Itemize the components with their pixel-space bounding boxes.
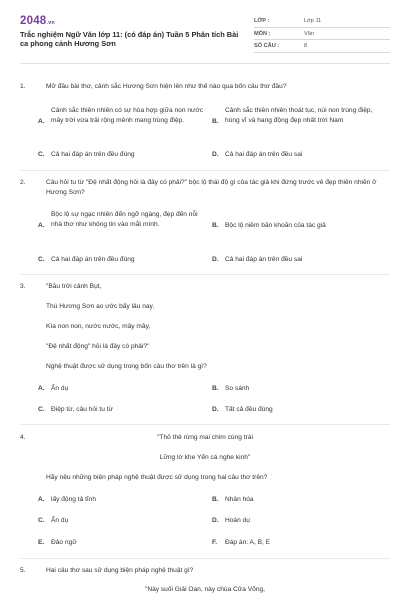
- question-divider: [20, 558, 390, 559]
- meta-row-count: [254, 40, 390, 53]
- option-letter: B.: [212, 222, 219, 229]
- meta-table: [254, 15, 390, 53]
- meta-value: Lớp 11: [304, 18, 322, 24]
- question-number: 5.: [20, 567, 26, 574]
- option-letter: D.: [212, 151, 219, 158]
- question-text: Mở đầu bài thơ, cảnh sắc Hương Sơn hiện lên như thế nào qua bốn câu thơ đầu?: [46, 83, 287, 90]
- quote-line: Kìa non non, nước nước, mây mây,: [46, 323, 151, 330]
- quote-line: "Đệ nhất động" hỏi là đây có phải?": [46, 343, 150, 350]
- option-letter: B.: [212, 118, 219, 125]
- option-text: lấy động tả tĩnh: [51, 496, 97, 503]
- option-letter: C.: [38, 406, 45, 413]
- option-text: Tất cả đều đúng: [225, 406, 273, 413]
- option-letter: D.: [212, 517, 219, 524]
- brand-logo-suffix: .vn: [46, 20, 55, 26]
- option-text: Hoán dụ: [225, 517, 250, 524]
- question-number: 2.: [20, 179, 26, 186]
- quote-line: "Thỏ thẻ rừng mai chim cúng trái: [157, 434, 253, 441]
- brand-logo[interactable]: [20, 13, 55, 30]
- page-header: [20, 13, 390, 55]
- option-letter: D.: [212, 256, 219, 263]
- option-text: So sánh: [225, 385, 250, 392]
- option-text: Bộc lộ niềm băn khoăn của tác giả: [225, 222, 326, 229]
- option-letter: A.: [38, 222, 45, 229]
- question-text: Câu hỏi tu từ "Đệ nhất động hỏi là đây có phải?" bộc lộ thái độ gì của tác giả khi đứng trước vẻ đẹp thiên nhiên ở Hương Sơn?: [46, 179, 377, 196]
- option-letter: C.: [38, 256, 45, 263]
- option-text: Cảnh sắc thiên nhiên thoát tục, núi non trùng điệp, hùng vĩ và hang động đẹp nhất trời Nam: [225, 107, 373, 124]
- option-letter: E.: [38, 539, 45, 546]
- option-letter: A.: [38, 118, 45, 125]
- quote-line: Thú Hương Sơn ao ước bấy lâu nay.: [46, 303, 155, 310]
- meta-row-grade: [254, 15, 390, 28]
- brand-logo-text: 2048: [20, 15, 47, 27]
- quote-line: "Bầu trời cảnh Bụt,: [46, 283, 102, 290]
- option-text: Cả hai đáp án trên đều đúng: [51, 151, 135, 158]
- option-letter: B.: [212, 385, 219, 392]
- option-text: Đảo ngữ: [51, 539, 77, 546]
- option-text: Cả hai đáp án trên đều đúng: [51, 256, 135, 263]
- option-text: Nhân hóa: [225, 496, 254, 503]
- question-divider: [20, 424, 390, 425]
- meta-key: MÔN :: [254, 30, 271, 37]
- option-letter: C.: [38, 517, 45, 524]
- option-text: Ẩn dụ: [51, 385, 69, 392]
- option-text: Bộc lộ sự ngạc nhiên đến ngỡ ngàng, đẹp đến nỗi nhà thơ như không tin vào mắt mình.: [51, 211, 198, 228]
- option-text: Ẩn dụ: [51, 517, 69, 524]
- question-divider: [20, 274, 390, 275]
- option-letter: F.: [212, 539, 218, 546]
- question-divider: [20, 170, 390, 171]
- option-letter: B.: [212, 496, 219, 503]
- question-number: 4.: [20, 434, 26, 441]
- question-text: Hai câu thơ sau sử dụng biện pháp nghệ thuật gì?: [46, 567, 194, 574]
- option-letter: C.: [38, 151, 45, 158]
- quote-line: Lững lờ khe Yến cá nghe kinh": [159, 454, 251, 461]
- option-text: Điệp từ, câu hỏi tu từ: [51, 406, 113, 413]
- question-text: Nghệ thuật được sử dụng trong bốn câu thơ trên là gì?: [46, 363, 207, 370]
- meta-value: 8: [304, 43, 308, 49]
- option-text: Cả hai đáp án trên đều sai: [225, 256, 303, 263]
- header-divider: [20, 63, 390, 64]
- quote-line: "Này suối Giải Oan, này chùa Cửa Võng,: [144, 586, 265, 593]
- question-number: 3.: [20, 283, 26, 290]
- page-title: Trắc nghiệm Ngữ Văn lớp 11: (có đáp án) Tuần 5 Phân tích Bài ca phong cảnh Hương Sơn: [20, 30, 239, 49]
- meta-key: SỐ CÂU :: [254, 43, 280, 49]
- option-letter: A.: [38, 385, 45, 392]
- meta-value: Văn: [304, 30, 314, 37]
- question-number: 1.: [20, 83, 26, 90]
- meta-row-subject: [254, 28, 390, 41]
- option-text: Cảnh sắc thiên nhiên có sự hòa hợp giữa non nước mây trời vừa trải rộng mênh mang trùng điệp.: [51, 107, 204, 124]
- option-text: Đáp án: A, B, E: [225, 539, 271, 546]
- option-letter: A.: [38, 496, 45, 503]
- question-text: Hãy nêu những biện pháp nghệ thuật được sử dụng trong hai câu thơ trên?: [46, 474, 268, 481]
- option-letter: D.: [212, 406, 219, 413]
- option-text: Cả hai đáp án trên đều sai: [225, 151, 303, 158]
- meta-key: LỚP :: [254, 18, 270, 24]
